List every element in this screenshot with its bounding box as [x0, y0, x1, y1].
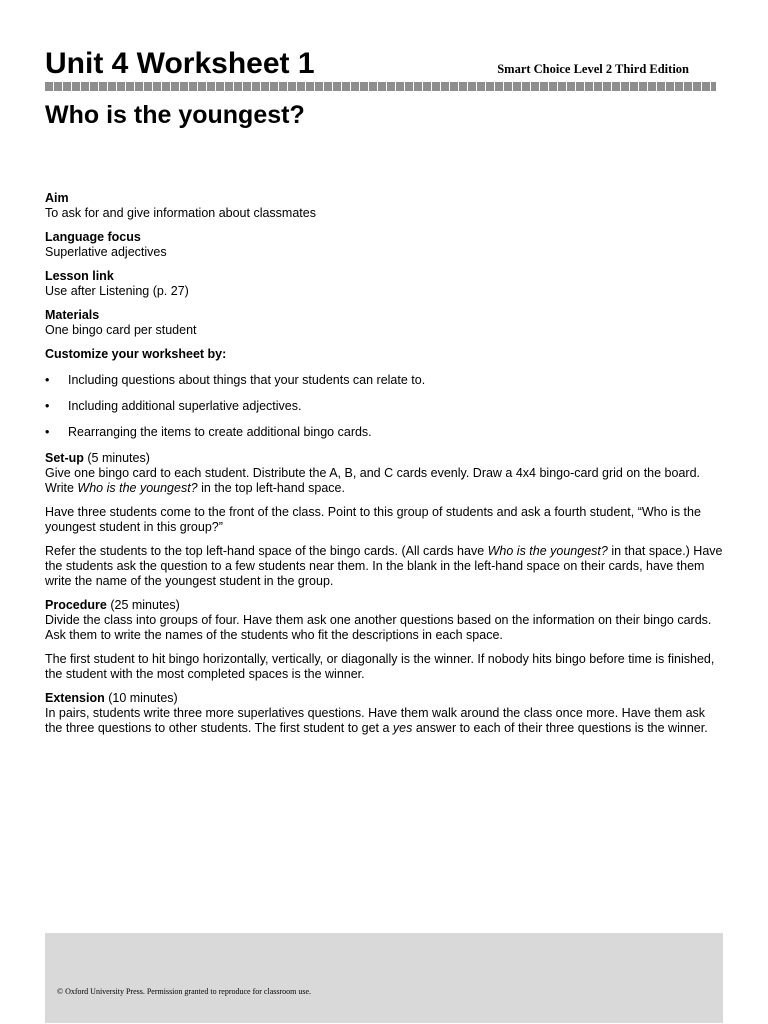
- text-run: in that space.) Have the students ask the question to a few students near them. In the blank in the left-hand space on their cards, have them write the name of the youngest student in the group.: [45, 544, 723, 588]
- materials-section: [45, 308, 725, 338]
- extension-heading: [45, 691, 725, 706]
- customize-list: [45, 373, 725, 440]
- aim-section: [45, 191, 725, 221]
- emphasis-text: Who is the youngest?: [77, 481, 198, 495]
- setup-label: Set-up: [45, 451, 84, 465]
- setup-paragraph-3: [45, 544, 725, 589]
- lesson-link-section: [45, 269, 725, 299]
- list-item-text: Including additional superlative adjectives.: [68, 399, 302, 413]
- emphasis-text: Who is the youngest?: [487, 544, 608, 558]
- setup-paragraph-2: Have three students come to the front of the class. Point to this group of students and ask a fourth student, “Who is the youngest student in this group?”: [45, 505, 701, 534]
- procedure-section: [45, 598, 725, 682]
- language-focus-section: [45, 230, 725, 260]
- text-run: Give one bingo card to each student. Distribute the A, B, and C cards evenly. Draw a 4x4 bingo-card grid on the board. Write: [45, 466, 701, 495]
- extension-section: [45, 691, 725, 736]
- header: [45, 0, 723, 80]
- list-item: [45, 399, 725, 414]
- footer-band: [45, 933, 723, 1023]
- text-run: Refer the students to the top left-hand space of the bingo cards. (All cards have: [45, 544, 488, 558]
- procedure-label: Procedure: [45, 598, 107, 612]
- copyright-notice: © Oxford University Press. Permission granted to reproduce for classroom use.: [57, 987, 312, 996]
- edition-label: Smart Choice Level 2 Third Edition: [497, 62, 689, 76]
- lesson-link-label: Lesson link: [45, 269, 114, 283]
- text-run: In pairs, students write three more superlatives questions. Have them walk around the class once more. Have them ask the three questions to other students. The first student to get a: [45, 706, 706, 735]
- materials-text: One bingo card per student: [45, 323, 197, 337]
- materials-label: Materials: [45, 308, 100, 322]
- extension-paragraph-1: [45, 706, 725, 736]
- procedure-paragraph-1: Divide the class into groups of four. Have them ask one another questions based on the information on their bingo cards. Ask them to write the names of the students who fit the descriptions in each space.: [45, 613, 712, 642]
- setup-heading: [45, 451, 725, 466]
- procedure-duration: (25 minutes): [110, 598, 180, 612]
- emphasis-text: yes: [392, 721, 413, 735]
- aim-text: To ask for and give information about classmates: [45, 206, 316, 220]
- bullet-icon: •: [45, 399, 50, 413]
- setup-paragraph-1: [45, 466, 725, 496]
- extension-label: Extension: [45, 691, 105, 705]
- language-focus-label: Language focus: [45, 230, 141, 244]
- language-focus-text: Superlative adjectives: [45, 245, 167, 259]
- worksheet-title: Who is the youngest?: [45, 101, 305, 129]
- unit-title: Unit 4 Worksheet 1: [45, 47, 315, 80]
- list-item: [45, 373, 725, 388]
- extension-duration: (10 minutes): [108, 691, 178, 705]
- aim-label: Aim: [45, 191, 69, 205]
- customize-heading: Customize your worksheet by:: [45, 347, 227, 361]
- worksheet-page: [45, 0, 723, 735]
- bullet-icon: •: [45, 425, 50, 439]
- procedure-paragraph-2: The first student to hit bingo horizontally, vertically, or diagonally is the winner. If nobody hits bingo before time is finished, the student with the most completed spaces is the winner.: [45, 652, 715, 681]
- customize-heading-wrap: [45, 347, 725, 362]
- content: [45, 191, 725, 745]
- bullet-icon: •: [45, 373, 50, 387]
- setup-duration: (5 minutes): [87, 451, 150, 465]
- text-run: answer to each of their three questions is the winner.: [412, 721, 708, 735]
- setup-section: [45, 451, 725, 589]
- text-run: in the top left-hand space.: [197, 481, 345, 495]
- lesson-link-text: Use after Listening (p. 27): [45, 284, 189, 298]
- list-item-text: Including questions about things that your students can relate to.: [68, 373, 426, 387]
- header-rule: [45, 82, 716, 91]
- list-item-text: Rearranging the items to create additional bingo cards.: [68, 425, 372, 439]
- procedure-heading: [45, 598, 725, 613]
- list-item: [45, 425, 725, 440]
